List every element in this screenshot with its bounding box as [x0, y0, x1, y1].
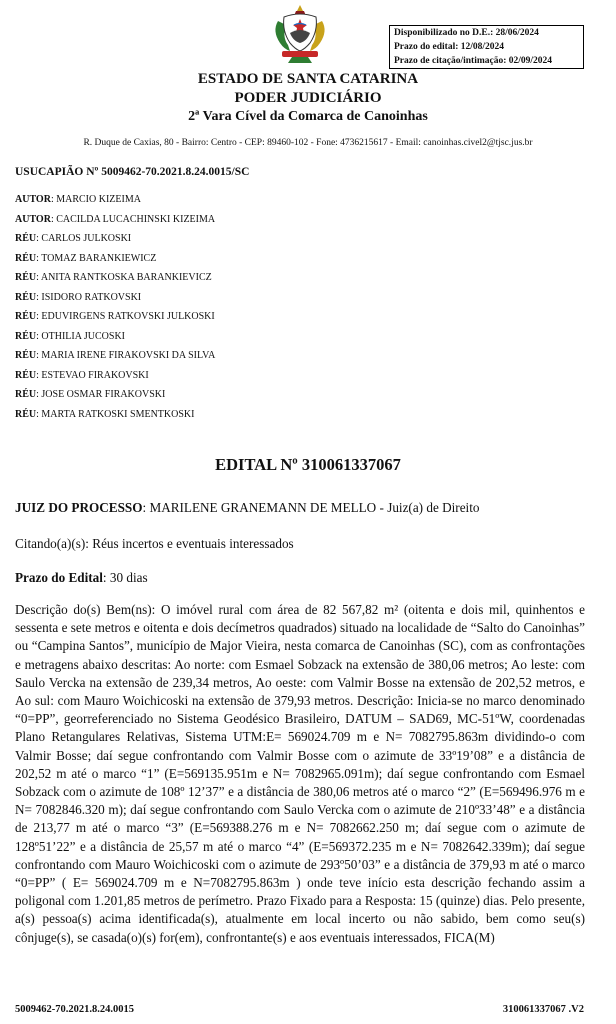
party-line: [15, 214, 215, 225]
property-description: Descrição do(s) Bem(ns): O imóvel rural com área de 82 567,82 m² (oitenta e dois mil, quinhentos e sessenta e sete metros e oitenta e dois decímetros quadrados) situado na localidade de “Salto do Canoinhas” ou “Campina Santos”, município de Major Vieira, nesta comarca de Canoinhas (SC), com as confrontações e metragens abaixo descritas: Ao norte: com Esmael Sobzack na extensão de 380,06 metros; Ao leste: com Saulo Vercka na extensão de 239,34 metros, Ao oeste: com Valmir Bosse na extensão de 202,52 metros, e Ao sul: com Mauro Woichicoski na extensão de 379,93 metros. Descrição: Inicia-se no marco denominado “0=PP”, georreferenciado no Sistema Geodésico Brasileiro, DATUM – SAD69, MC-51ºW, coordenadas Plano Retangulares Relativas, Sistema UTM:E= 569024.709 m e N= 7082795.863m dividindo-o com Valmir Bosse; daí segue confrontando com Valmir Bosse com o azimute de 33º19’08” e a distância de 202,52 m até o marco “1” (E=569135.951m e N= 7082965.091m); daí segue confrontando com Esmael Sobzack com o azimute de 108º 12’37” e a distância de 380,06 metros até o marco “2” (E=569496.976 m e N= 7082846.320 m); daí segue confrontando com Saulo Vercka com o azimute de 210º33’48” e a distância de 213,77 m até o marco “3” (E=569388.276 m e N= 7082662.250 m; daí segue com o azimute de 128º51’22” e a distância de 25,57 m até o marco “4” (E=569372.235 m e N= 7082642.339m); daí segue confrontando com Mauro Woichicoski com o azimute de 293º50’03” e a distância de 379,93 m até o marco “0=PP” ( E= 569024.709 m e N=7082795.863m ) onde teve início esta descrição fechando assim a poligonal com 1.201,85 metros de perímetro. Prazo Fixado para a Resposta: 15 (quinze) dias. Pelo presente, a(s) pessoa(s) acima identificada(s), atualmente em local incerto ou não sabido, bem como seu(s) cônjuge(s), se casada(o)(s) for(em), confrontante(s) e aos eventuais interessados, FICA(M): [15, 602, 585, 945]
party-role: RÉU: [15, 350, 37, 361]
deadline-value: : 30 dias: [102, 570, 148, 585]
party-name: : CACILDA LUCACHINSKI KIZEIMA: [50, 213, 216, 225]
edital-title: EDITAL Nº 310061337067: [215, 455, 401, 474]
party-role: RÉU: [15, 311, 37, 322]
party-role: RÉU: [15, 389, 37, 400]
party-line: [15, 292, 141, 303]
party-line: [15, 194, 141, 205]
citing-line: Citando(a)(s): Réus incertos e eventuais interessados: [15, 536, 294, 551]
party-name: : JOSE OSMAR FIRAKOVSKI: [36, 389, 166, 400]
party-line: [15, 272, 212, 283]
party-role: RÉU: [15, 408, 37, 420]
party-role: RÉU: [15, 330, 37, 342]
party-line: [15, 389, 165, 400]
party-role: AUTOR: [15, 194, 51, 205]
state-heading: ESTADO DE SANTA CATARINA: [197, 71, 419, 87]
judge-value: : MARILENE GRANEMANN DE MELLO - Juiz(a) de Direito: [142, 500, 480, 515]
party-line: [15, 331, 125, 342]
party-name: : MARIA IRENE FIRAKOVSKI DA SILVA: [36, 350, 216, 361]
deadline-label: Prazo do Edital: [15, 570, 103, 585]
stamp-citation-deadline: Prazo de citação/intimação: 02/09/2024: [394, 56, 553, 66]
court-heading: 2ª Vara Cível da Comarca de Canoinhas: [188, 109, 428, 124]
party-name: : EDUVIRGENS RATKOVSKI JULKOSKI: [36, 311, 215, 322]
coat-of-arms-emblem: [270, 3, 330, 65]
party-name: : CARLOS JULKOSKI: [36, 233, 132, 244]
judge-label: JUIZ DO PROCESSO: [15, 500, 143, 515]
footer-process-number: 5009462-70.2021.8.24.0015: [15, 1004, 134, 1015]
party-name: : ESTEVAO FIRAKOVSKI: [36, 369, 149, 381]
party-name: : OTHILIA JUCOSKI: [36, 330, 126, 342]
party-line: [15, 311, 215, 322]
deadline-line: [15, 570, 148, 586]
party-role: RÉU: [15, 291, 37, 303]
footer-document-id: 310061337067 .V2: [502, 1004, 584, 1015]
party-line: [15, 350, 215, 361]
party-name: : TOMAZ BARANKIEWICZ: [36, 252, 157, 264]
party-role: RÉU: [15, 252, 37, 264]
party-role: RÉU: [15, 233, 37, 244]
party-role: RÉU: [15, 272, 37, 283]
party-name: : ANITA RANTKOSKA BARANKIEVICZ: [36, 272, 212, 283]
party-name: : MARCIO KIZEIMA: [50, 194, 141, 205]
party-name: : ISIDORO RATKOVSKI: [36, 291, 142, 303]
party-line: [15, 253, 156, 264]
party-line: [15, 370, 149, 381]
party-line: [15, 233, 131, 244]
party-role: RÉU: [15, 369, 37, 381]
party-role: AUTOR: [15, 213, 51, 225]
judiciary-heading: PODER JUDICIÁRIO: [234, 90, 382, 106]
party-line: [15, 409, 194, 420]
judge-line: [15, 500, 479, 516]
party-name: : MARTA RATKOSKI SMENTKOSKI: [36, 408, 195, 420]
publication-dates-stamp: [389, 25, 584, 69]
stamp-published-date: Disponibilizado no D.E.: 28/06/2024: [394, 28, 539, 38]
stamp-edital-deadline: Prazo do edital: 12/08/2024: [394, 42, 505, 52]
court-address: R. Duque de Caxias, 80 - Bairro: Centro - CEP: 89460-102 - Fone: 4736215617 - Email: canoinhas.civel2@tjsc.jus.br: [83, 138, 533, 148]
case-number: USUCAPIÃO Nº 5009462-70.2021.8.24.0015/SC: [15, 166, 250, 178]
